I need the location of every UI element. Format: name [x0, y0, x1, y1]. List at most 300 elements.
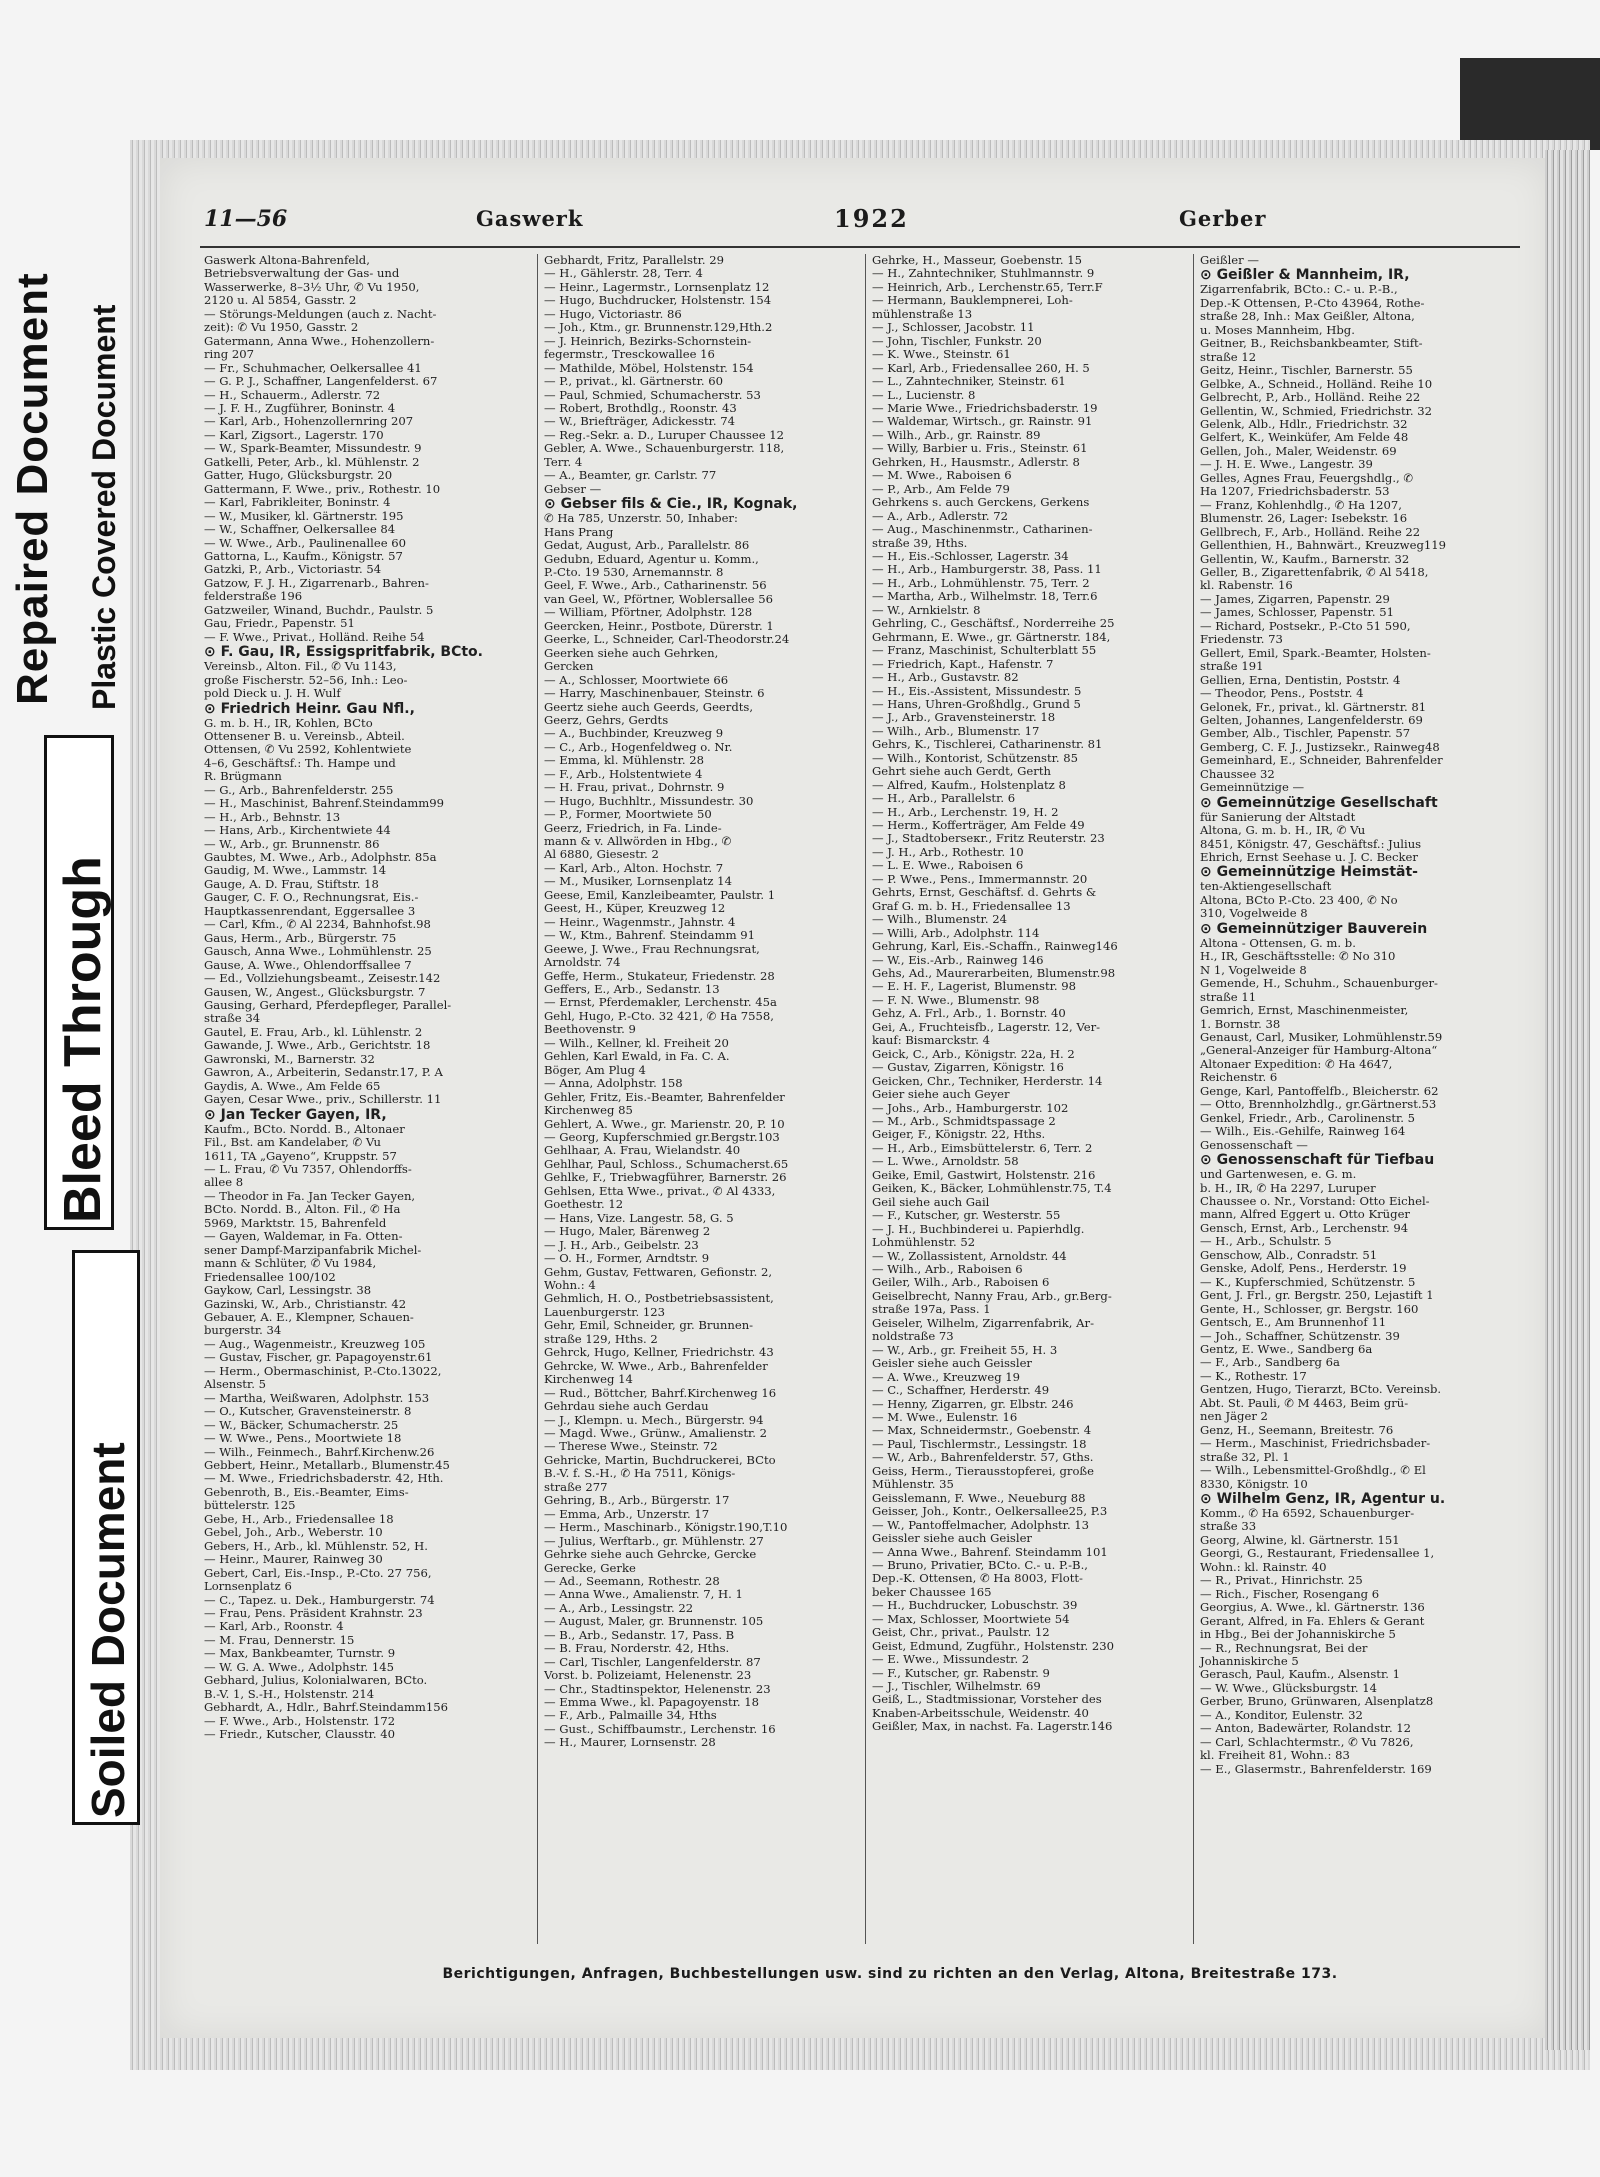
label-repaired-text: Repaired Document: [8, 272, 57, 705]
directory-entry-line: kl. Freiheit 81, Wohn.: 83: [1200, 1748, 1350, 1763]
directory-entry-line: Gau, Friedr., Papenstr. 51: [204, 616, 355, 631]
directory-entry-line: — Anna Wwe., Amalienstr. 7, H. 1: [544, 1587, 743, 1602]
directory-entry-line: — W., Schaffner, Oelkersallee 84: [204, 522, 396, 537]
directory-entry-line: felderstraße 196: [204, 589, 303, 604]
directory-entry-line: — H., Gählerstr. 28, Terr. 4: [544, 266, 703, 281]
directory-entry-line: P.-Cto. 19 530, Arnemannstr. 8: [544, 564, 724, 579]
directory-entry-line: — F., Arb., Palmaille 34, Hths: [544, 1708, 717, 1723]
directory-entry-line: — Richard, Postsekr., P.-Cto 51 590,: [1200, 618, 1411, 633]
directory-entry-line: — Magd. Wwe., Grünw., Amalienstr. 2: [544, 1425, 768, 1440]
directory-entry-line: — Rich., Fischer, Rosengang 6: [1200, 1586, 1380, 1601]
directory-entry-line: ⊙ Geißler & Mannheim, IR,: [1200, 267, 1410, 284]
directory-entry-line: zeit): ✆ Vu 1950, Gasstr. 2: [204, 320, 359, 335]
directory-entry-line: Gebhardt, Fritz, Parallelstr. 29: [544, 253, 724, 267]
directory-entry-line: — E. H. F., Lagerist, Blumenstr. 98: [872, 979, 1077, 994]
directory-entry-line: — W. Wwe., Pens., Moortwiete 18: [204, 1431, 402, 1446]
directory-entry-line: — R., Rechnungsrat, Bei der: [1200, 1640, 1368, 1655]
directory-entry-line: — J. H., Arb., Geibelstr. 23: [544, 1237, 699, 1252]
directory-entry-line: — F., Kutscher, gr. Westerstr. 55: [872, 1208, 1061, 1223]
directory-entry-line: Wohn.: 4: [544, 1277, 596, 1292]
directory-entry-line: — Max, Schlosser, Moortwiete 54: [872, 1611, 1070, 1626]
directory-entry-line: straße 129, Hths. 2: [544, 1331, 658, 1346]
directory-entry-line: Gentsch, E., Am Brunnenhof 11: [1200, 1315, 1387, 1330]
directory-entry-line: Gehrung, Karl, Eis.-Schaffn., Rainweg146: [872, 939, 1118, 954]
directory-entry-line: Geil siehe auch Gail: [872, 1194, 990, 1209]
directory-entry-line: ten-Aktiengesellschaft: [1200, 879, 1332, 894]
directory-entry-line: Georgius, A. Wwe., kl. Gärtnerstr. 136: [1200, 1600, 1425, 1615]
directory-entry-line: Gemeinnützige —: [1200, 780, 1305, 795]
directory-entry-line: — Hugo, Maler, Bärenweg 2: [544, 1224, 711, 1239]
directory-entry-line: — W., Arb., Bahrenfelderstr. 57, Gths.: [872, 1450, 1094, 1465]
directory-entry-line: Gentzen, Hugo, Tierarzt, BCto. Vereinsb.: [1200, 1382, 1442, 1397]
directory-entry-line: — F. Wwe., Privat., Holländ. Reihe 54: [204, 629, 425, 644]
directory-entry-line: sener Dampf-Marzipanfabrik Michel-: [204, 1242, 422, 1257]
directory-entry-line: — Gust., Schiffbaumstr., Lerchenstr. 16: [544, 1721, 776, 1736]
column-2: [537, 254, 856, 1944]
directory-entry-line: Gatermann, Anna Wwe., Hohenzollern-: [204, 333, 435, 348]
directory-entry-line: Gatter, Hugo, Glücksburgstr. 20: [204, 468, 393, 483]
directory-entry-line: — Heinr., Wagenmstr., Jahnstr. 4: [544, 914, 736, 929]
directory-entry-line: — Georg, Kupferschmied gr.Bergstr.103: [544, 1130, 780, 1144]
directory-entry-line: Gehrdau siehe auch Gerdau: [544, 1399, 709, 1414]
directory-entry-line: — Paul, Schmied, Schumacherstr. 53: [544, 387, 761, 402]
directory-entry-line: Gehmlich, H. O., Postbetriebsassistent,: [544, 1291, 774, 1306]
directory-entry-line: — Ed., Vollziehungsbeamt., Zeisestr.142: [204, 971, 441, 986]
directory-entry-line: Wasserwerke, 8–3½ Uhr, ✆ Vu 1950,: [204, 279, 420, 294]
directory-entry-line: — H., Arb., Gustavstr. 82: [872, 670, 1019, 685]
directory-entry-line: Altona - Ottensen, G. m. b.: [1200, 935, 1356, 950]
directory-entry-line: Gatkelli, Peter, Arb., kl. Mühlenstr. 2: [204, 454, 420, 469]
directory-entry-line: Betriebsverwaltung der Gas- und: [204, 266, 400, 281]
directory-entry-line: Gelles, Agnes Frau, Feuergshdlg., ✆: [1200, 470, 1414, 485]
directory-entry-line: Geisslemann, F. Wwe., Neueburg 88: [872, 1490, 1086, 1505]
directory-entry-line: — Hugo, Buchdrucker, Holstenstr. 154: [544, 293, 772, 308]
directory-entry-line: — Carl, Kfm., ✆ Al 2234, Bahnhofst.98: [204, 917, 431, 932]
directory-entry-line: — W. Wwe., Glücksburgstr. 14: [1200, 1680, 1378, 1695]
directory-entry-line: — Hans, Uhren-Großhdlg., Grund 5: [872, 696, 1081, 711]
right-page-edges: [1545, 150, 1590, 2050]
directory-entry-line: — J. Heinrich, Bezirks-Schornstein-: [544, 333, 752, 348]
directory-entry-line: — Friedr., Kutscher, Clausstr. 40: [204, 1727, 396, 1742]
directory-entry-line: Friedensallee 100/102: [204, 1269, 336, 1284]
directory-entry-line: Gehrs, K., Tischlerei, Catharinenstr. 81: [872, 737, 1103, 752]
directory-entry-line: Kirchenweg 85: [544, 1103, 633, 1118]
directory-entry-line: Zigarrenfabrik, BCto.: C.- u. P.-B.,: [1200, 282, 1398, 297]
directory-entry-line: Gellenthien, H., Bahnwärt., Kreuzweg119: [1200, 538, 1446, 553]
directory-entry-line: Gei, A., Fruchteisfb., Lagerstr. 12, Ver-: [872, 1019, 1101, 1034]
directory-entry-line: — Mathilde, Möbel, Holstenstr. 154: [544, 360, 754, 375]
directory-entry-line: Altona, G. m. b. H., IR, ✆ Vu: [1200, 823, 1366, 838]
directory-entry-line: Gebel, Joh., Arb., Weberstr. 10: [204, 1525, 383, 1540]
directory-entry-line: — Wilh., Arb., gr. Rainstr. 89: [872, 427, 1041, 442]
label-plastic-text: Plastic Covered Document: [86, 304, 122, 710]
directory-entry-line: Altonaer Expedition: ✆ Ha 4647,: [1200, 1056, 1393, 1071]
directory-entry-line: Gehz, A. Frl., Arb., 1. Bornstr. 40: [872, 1006, 1066, 1021]
directory-entry-line: Geiß, L., Stadtmissionar, Vorsteher des: [872, 1692, 1102, 1707]
directory-entry-line: — L. Wwe., Arnoldstr. 58: [872, 1154, 1019, 1169]
directory-entry-line: — Harry, Maschinenbauer, Steinstr. 6: [544, 686, 765, 701]
directory-entry-line: G. m. b. H., IR, Kohlen, BCto: [204, 715, 373, 730]
directory-entry-line: — Henny, Zigarren, gr. Elbstr. 246: [872, 1396, 1074, 1411]
directory-entry-line: — Willi, Arb., Adolphstr. 114: [872, 925, 1040, 940]
directory-entry-line: — L., Lucienstr. 8: [872, 387, 976, 402]
directory-entry-line: mann & v. Allwörden in Hbg., ✆: [544, 834, 732, 849]
directory-entry-line: — F. Wwe., Arb., Holstenstr. 172: [204, 1713, 396, 1728]
directory-entry-line: — Heinr., Maurer, Rainweg 30: [204, 1552, 383, 1567]
directory-entry-line: — Herm., Maschinist, Friedrichsbader-: [1200, 1436, 1431, 1451]
header-rule: [200, 246, 1520, 248]
directory-entry-line: — H., Arb., Lerchenstr. 19, H. 2: [872, 804, 1059, 819]
directory-entry-line: — Herm., Maschinarb., Königstr.190,T.10: [544, 1520, 788, 1535]
directory-entry-line: — Alfred, Kaufm., Holstenplatz 8: [872, 777, 1066, 792]
directory-entry-line: Gaykow, Carl, Lessingstr. 38: [204, 1283, 372, 1298]
header-year: 1922: [834, 204, 909, 233]
directory-entry-line: — Friedrich, Kapt., Hafenstr. 7: [872, 656, 1054, 671]
directory-entry-line: 1611, TA „Gayeno“, Kruppstr. 57: [204, 1148, 397, 1163]
directory-entry-line: — H., Zahntechniker, Stuhlmannstr. 9: [872, 266, 1095, 281]
directory-entry-line: — J. H., Buchbinderei u. Papierhdlg.: [872, 1221, 1085, 1236]
scan-corner-block: [1460, 58, 1600, 150]
directory-entry-line: Goethestr. 12: [544, 1197, 624, 1212]
directory-entry-line: Gaswerk Altona-Bahrenfeld,: [204, 253, 370, 267]
directory-entry-line: Geier siehe auch Geyer: [872, 1087, 1010, 1102]
directory-entry-line: — Max, Bankbeamter, Turnstr. 9: [204, 1646, 396, 1661]
directory-entry-line: — A., Arb., Adlerstr. 72: [872, 508, 1009, 523]
directory-entry-line: Gebler, A. Wwe., Schauenburgerstr. 118,: [544, 441, 785, 456]
directory-entry-line: Arnoldstr. 74: [544, 955, 621, 970]
directory-entry-line: Gebert, Carl, Eis.-Insp., P.-Cto. 27 756,: [204, 1565, 432, 1580]
directory-entry-line: Ottensen, ✆ Vu 2592, Kohlentwiete: [204, 742, 412, 757]
directory-entry-line: — L., Zahntechniker, Steinstr. 61: [872, 374, 1066, 389]
directory-entry-line: — Martha, Arb., Wilhelmstr. 18, Terr.6: [872, 589, 1098, 604]
directory-entry-line: — P., Former, Moortwiete 50: [544, 807, 712, 822]
directory-entry-line: — Franz, Maschinist, Schulterblatt 55: [872, 643, 1097, 658]
directory-entry-line: Gaubtes, M. Wwe., Arb., Adolphstr. 85a: [204, 850, 437, 865]
directory-entry-line: 5969, Marktstr. 15, Bahrenfeld: [204, 1215, 387, 1230]
directory-entry-line: BCto. Nordd. B., Alton. Fil., ✆ Ha: [204, 1202, 401, 1217]
directory-entry-line: — J., Klempn. u. Mech., Bürgerstr. 94: [544, 1412, 764, 1427]
directory-entry-line: Gehrke siehe auch Gehrcke, Gercke: [544, 1547, 757, 1562]
directory-entry-line: große Fischerstr. 52–56, Inh.: Leo-: [204, 672, 408, 687]
directory-entry-line: straße 191: [1200, 659, 1264, 674]
page-footer: Berichtigungen, Anfragen, Buchbestellungen usw. sind zu richten an den Verlag, Altona, Breitestraße 173.: [442, 1966, 1338, 1982]
directory-entry-line: noldstraße 73: [872, 1329, 954, 1344]
directory-entry-line: ⊙ Gemeinnützige Gesellschaft: [1200, 794, 1438, 811]
directory-entry-line: — August, Maler, gr. Brunnenstr. 105: [544, 1614, 764, 1629]
directory-entry-line: — Gustav, Fischer, gr. Papagoyenstr.61: [204, 1350, 433, 1365]
directory-entry-line: Geffers, E., Arb., Sedanstr. 13: [544, 982, 720, 997]
directory-entry-line: — E., Glasermstr., Bahrenfelderstr. 169: [1200, 1761, 1432, 1776]
directory-entry-line: Gausen, W., Angest., Glücksburgstr. 7: [204, 984, 426, 999]
directory-entry-line: Gellien, Erna, Dentistin, Poststr. 4: [1200, 672, 1401, 687]
directory-entry-line: Gebhard, Julius, Kolonialwaren, BCto.: [204, 1673, 428, 1688]
directory-entry-line: — W., Eis.-Arb., Rainweg 146: [872, 952, 1044, 967]
directory-entry-line: Gellbrech, F., Arb., Holländ. Reihe 22: [1200, 524, 1421, 539]
directory-entry-line: — Bruno, Privatier, BCto. C.- u. P.-B.,: [872, 1557, 1088, 1572]
directory-entry-line: Geißler —: [1200, 253, 1259, 267]
directory-entry-line: Gelfert, K., Weinküfer, Am Felde 48: [1200, 430, 1409, 445]
directory-entry-line: Gattermann, F. Wwe., priv., Rothestr. 10: [204, 481, 441, 496]
directory-entry-line: — Therese Wwe., Steinstr. 72: [544, 1439, 718, 1454]
directory-entry-line: Gause, A. Wwe., Ohlendorffsallee 7: [204, 957, 412, 972]
directory-entry-line: — J. H., Arb., Rothestr. 10: [872, 844, 1024, 859]
directory-entry-line: — W., Zollassistent, Arnoldstr. 44: [872, 1248, 1067, 1263]
directory-entry-line: Gehrling, C., Geschäftsf., Norderreihe 25: [872, 616, 1115, 631]
directory-entry-line: Gebbert, Heinr., Metallarb., Blumenstr.45: [204, 1457, 450, 1472]
directory-entry-line: für Sanierung der Altstadt: [1200, 809, 1356, 824]
directory-entry-line: Geertz siehe auch Geerds, Geerdts,: [544, 699, 754, 714]
column-4: [1193, 254, 1518, 1944]
directory-entry-line: Geerz, Friedrich, in Fa. Linde-: [544, 820, 722, 835]
directory-entry-line: Gehrts, Ernst, Geschäftsf. d. Gehrts &: [872, 885, 1097, 900]
directory-entry-line: — Heinrich, Arb., Lerchenstr.65, Terr.F: [872, 279, 1103, 294]
directory-entry-line: Genaust, Carl, Musiker, Lohmühlenstr.59: [1200, 1030, 1443, 1045]
directory-entry-line: Gattorna, L., Kaufm., Königstr. 57: [204, 548, 403, 563]
directory-entry-line: ⊙ Gemeinnütziger Bauverein: [1200, 920, 1428, 937]
directory-entry-line: Gemeinhard, E., Schneider, Bahrenfelder: [1200, 753, 1443, 768]
directory-entry-line: 4–6, Geschäftsf.: Th. Hampe und: [204, 755, 396, 770]
directory-entry-line: — Wilh., Lebensmittel-Großhdlg., ✆ El: [1200, 1463, 1426, 1478]
directory-entry-line: Geiken, K., Bäcker, Lohmühlenstr.75, T.4: [872, 1181, 1112, 1196]
directory-entry-line: — Joh., Ktm., gr. Brunnenstr.129,Hth.2: [544, 320, 773, 335]
directory-entry-line: Gelonek, Fr., privat., kl. Gärtnerstr. 81: [1200, 699, 1427, 714]
directory-entry-line: — H., Schauerm., Adlerstr. 72: [204, 387, 381, 402]
directory-entry-line: Gellen, Joh., Maler, Weidenstr. 69: [1200, 443, 1397, 458]
directory-entry-line: Geiger, F., Königstr. 22, Hths.: [872, 1127, 1046, 1142]
directory-entry-line: Friedenstr. 73: [1200, 632, 1283, 647]
directory-entry-line: — Max, Schneidermstr., Goebenstr. 4: [872, 1423, 1092, 1438]
directory-entry-line: — Anna Wwe., Bahrenf. Steindamm 101: [872, 1544, 1108, 1559]
directory-entry-line: Gehl, Hugo, P.-Cto. 32 421, ✆ Ha 7558,: [544, 1008, 774, 1023]
directory-entry-line: Al 6880, Giesestr. 2: [544, 847, 659, 862]
directory-entry-line: — F., Arb., Sandberg 6a: [1200, 1355, 1340, 1370]
directory-entry-line: — Franz, Kohlenhdlg., ✆ Ha 1207,: [1200, 497, 1402, 512]
directory-entry-line: — W., Arb., gr. Freiheit 55, H. 3: [872, 1342, 1058, 1357]
directory-entry-line: — K. Wwe., Steinstr. 61: [872, 347, 1011, 362]
directory-entry-line: ⊙ Gemeinnützige Heimstät-: [1200, 864, 1418, 881]
directory-entry-line: Gercken: [544, 659, 594, 674]
directory-entry-line: — William, Pförtner, Adolphstr. 128: [544, 605, 753, 620]
directory-entry-line: — G. P. J., Schaffner, Langenfelderst. 67: [204, 374, 438, 389]
label-plastic-covered: [80, 178, 132, 718]
directory-entry-line: Geike, Emil, Gastwirt, Holstenstr. 216: [872, 1167, 1096, 1182]
directory-entry-line: 8330, Königstr. 10: [1200, 1476, 1308, 1491]
directory-entry-line: Gehricke, Martin, Buchdruckerei, BCto: [544, 1452, 776, 1467]
directory-entry-line: — O. H., Former, Arndtstr. 9: [544, 1251, 710, 1266]
directory-entry-line: Gehrt siehe auch Gerdt, Gerth: [872, 764, 1051, 779]
directory-entry-line: — M., Arb., Schmidtspassage 2: [872, 1114, 1056, 1128]
directory-entry-line: — Anna, Adolphstr. 158: [544, 1076, 683, 1091]
label-soiled-text: Soiled Document: [82, 1442, 134, 1818]
directory-entry-line: B.-V. f. S.-H., ✆ Ha 7511, Königs-: [544, 1466, 736, 1481]
directory-entry-line: — H., Maschinist, Bahrenf.Steindamm99: [204, 796, 445, 811]
directory-entry-line: — Gustav, Zigarren, Königstr. 16: [872, 1060, 1064, 1075]
directory-entry-line: — James, Zigarren, Papenstr. 29: [1200, 591, 1390, 606]
directory-entry-line: beker Chaussee 165: [872, 1584, 992, 1599]
directory-entry-line: ⊙ Friedrich Heinr. Gau Nfl.,: [204, 700, 415, 717]
directory-entry-line: — Karl, Zigsort., Lagerstr. 170: [204, 427, 384, 442]
directory-entry-line: Gehs, Ad., Maurerarbeiten, Blumenstr.98: [872, 966, 1116, 981]
directory-entry-line: Georg, Alwine, kl. Gärtnerstr. 151: [1200, 1532, 1400, 1547]
directory-entry-line: Genschow, Alb., Conradstr. 51: [1200, 1247, 1378, 1262]
directory-entry-line: Geiseler, Wilhelm, Zigarrenfabrik, Ar-: [872, 1315, 1094, 1330]
directory-entry-line: Gent, J. Frl., gr. Bergstr. 250, Lejastift 1: [1200, 1288, 1434, 1303]
directory-entry-line: — H., Arb., Schulstr. 5: [1200, 1234, 1332, 1249]
directory-entry-line: — Carl, Schlachtermstr., ✆ Vu 7826,: [1200, 1734, 1414, 1749]
directory-entry-line: — H. Frau, privat., Dohrnstr. 9: [544, 780, 725, 795]
directory-entry-line: Geissler siehe auch Geisler: [872, 1531, 1032, 1546]
directory-entry-line: Lornsenplatz 6: [204, 1579, 292, 1594]
directory-entry-line: — A., Konditor, Eulenstr. 32: [1200, 1707, 1363, 1722]
label-soiled-document: [72, 1250, 140, 1825]
directory-entry-line: straße 11: [1200, 989, 1257, 1004]
directory-entry-line: — F., Arb., Holstentwiete 4: [544, 766, 703, 781]
directory-entry-line: — Paul, Tischlermstr., Lessingstr. 18: [872, 1436, 1087, 1451]
directory-entry-line: ✆ Ha 785, Unzerstr. 50, Inhaber:: [544, 511, 738, 526]
directory-entry-line: Gehrke, H., Masseur, Goebenstr. 15: [872, 253, 1083, 267]
directory-entry-line: Gellentin, W., Kaufm., Barnerstr. 32: [1200, 551, 1410, 566]
directory-entry-line: 310, Vogelweide 8: [1200, 906, 1308, 921]
directory-entry-line: straße 197a, Pass. 1: [872, 1302, 991, 1317]
directory-entry-line: — P., privat., kl. Gärtnerstr. 60: [544, 374, 723, 389]
directory-entry-line: Geerken siehe auch Gehrken,: [544, 645, 719, 660]
directory-entry-line: Gebenroth, B., Eis.-Beamter, Eims-: [204, 1484, 409, 1499]
directory-entry-line: — Störungs-Meldungen (auch z. Nacht-: [204, 306, 437, 321]
directory-entry-line: Geitz, Heinr., Tischler, Barnerstr. 55: [1200, 363, 1413, 378]
directory-entry-line: Genkel, Friedr., Arb., Carolinenstr. 5: [1200, 1110, 1415, 1125]
directory-entry-line: — E. Wwe., Missundestr. 2: [872, 1652, 1030, 1667]
directory-entry-line: Gehlke, F., Triebwagführer, Barnerstr. 26: [544, 1170, 787, 1185]
directory-entry-line: — W. G. A. Wwe., Adolphstr. 145: [204, 1659, 395, 1674]
directory-entry-line: — Karl, Fabrikleiter, Boninstr. 4: [204, 495, 391, 510]
directory-entry-line: — Karl, Arb., Hohenzollernring 207: [204, 414, 414, 429]
directory-entry-line: Gatzki, P., Arb., Victoriastr. 54: [204, 562, 382, 577]
directory-entry-line: — A., Arb., Lessingstr. 22: [544, 1600, 694, 1615]
directory-entry-line: Gelten, Johannes, Langenfelderstr. 69: [1200, 712, 1423, 727]
directory-entry-line: — Herm., Kofferträger, Am Felde 49: [872, 818, 1085, 833]
directory-entry-line: Alsenstr. 5: [204, 1377, 266, 1392]
directory-entry-line: — H., Arb., Behnstr. 13: [204, 809, 341, 824]
directory-entry-line: Abt. St. Pauli, ✆ M 4463, Beim grü-: [1200, 1395, 1409, 1410]
directory-entry-line: — H., Arb., Parallelstr. 6: [872, 791, 1016, 806]
directory-entry-line: Gehlen, Karl Ewald, in Fa. C. A.: [544, 1049, 730, 1064]
directory-entry-line: — Robert, Brothdlg., Roonstr. 43: [544, 400, 737, 415]
directory-entry-line: straße 28, Inh.: Max Geißler, Altona,: [1200, 309, 1415, 324]
directory-entry-line: — F. N. Wwe., Blumenstr. 98: [872, 992, 1040, 1007]
directory-entry-line: — Wilh., Kellner, kl. Freiheit 20: [544, 1035, 729, 1050]
directory-entry-line: — W., Arnkielstr. 8: [872, 602, 981, 617]
directory-entry-line: mann & Schlüter, ✆ Vu 1984,: [204, 1256, 377, 1271]
directory-entry-line: Gehr, Emil, Schneider, gr. Brunnen-: [544, 1318, 754, 1333]
directory-entry-line: Gaudig, M. Wwe., Lammstr. 14: [204, 863, 387, 878]
directory-entry-line: Gedubn, Eduard, Agentur u. Komm.,: [544, 551, 759, 566]
directory-entry-line: Gedat, August, Arb., Parallelstr. 86: [544, 538, 750, 553]
directory-entry-line: — Herm., Obermaschinist, P.-Cto.13022,: [204, 1363, 442, 1378]
directory-entry-line: Genossenschaft —: [1200, 1137, 1308, 1152]
directory-entry-line: Gauger, C. F. O., Rechnungsrat, Eis.-: [204, 890, 419, 905]
directory-entry-line: Wohn.: kl. Rainstr. 40: [1200, 1559, 1327, 1574]
directory-entry-line: Gehrmann, E. Wwe., gr. Gärtnerstr. 184,: [872, 629, 1111, 644]
directory-entry-line: Gebser —: [544, 481, 602, 496]
directory-entry-line: Gawron, A., Arbeiterin, Sedanstr.17, P. A: [204, 1065, 443, 1080]
directory-entry-line: — J., Tischler, Wilhelmstr. 69: [872, 1679, 1041, 1694]
directory-entry-line: Geerz, Gehrs, Gerdts: [544, 712, 669, 727]
directory-entry-line: — P. Wwe., Pens., Immermannstr. 20: [872, 871, 1088, 886]
directory-entry-line: — W., Pantoffelmacher, Adolphstr. 13: [872, 1517, 1090, 1532]
directory-entry-line: — Wilh., Kontorist, Schützenstr. 85: [872, 750, 1079, 765]
directory-entry-line: — G., Arb., Bahrenfelderstr. 255: [204, 782, 394, 797]
directory-entry-line: — James, Schlosser, Papenstr. 51: [1200, 605, 1394, 620]
directory-entry-line: B.-V. 1, S.-H., Holstenstr. 214: [204, 1686, 375, 1701]
directory-entry-line: Gebe, H., Arb., Friedensallee 18: [204, 1511, 394, 1526]
directory-entry-line: — W., Musiker, kl. Gärtnerstr. 195: [204, 508, 404, 523]
directory-entry-line: Geißler, Max, in nachst. Fa. Lagerstr.146: [872, 1719, 1113, 1734]
directory-entry-line: 1. Bornstr. 38: [1200, 1016, 1281, 1031]
directory-entry-line: Gayen, Cesar Wwe., priv., Schillerstr. 11: [204, 1092, 442, 1107]
directory-entry-line: Gatzweiler, Winand, Buchdr., Paulstr. 5: [204, 602, 434, 617]
directory-entry-line: Gehm, Gustav, Fettwaren, Gefionstr. 2,: [544, 1264, 773, 1279]
directory-entry-line: — Reg.-Sekr. a. D., Luruper Chaussee 12: [544, 427, 785, 442]
directory-entry-line: straße 33: [1200, 1519, 1257, 1534]
directory-entry-line: — Wilh., Feinmech., Bahrf.Kirchenw.26: [204, 1444, 435, 1459]
directory-entry-line: Gehring, B., Arb., Bürgerstr. 17: [544, 1493, 730, 1508]
directory-entry-line: Reichenstr. 6: [1200, 1070, 1278, 1085]
directory-entry-line: Gehlhar, Paul, Schloss., Schumacherst.65: [544, 1156, 789, 1171]
directory-entry-line: ⊙ F. Gau, IR, Essigspritfabrik, BCto.: [204, 644, 483, 661]
directory-entry-line: Geel, F. Wwe., Arb., Catharinenstr. 56: [544, 578, 767, 593]
directory-entry-line: — J. F. H., Zugführer, Boninstr. 4: [204, 400, 396, 415]
directory-entry-line: burgerstr. 34: [204, 1323, 282, 1338]
directory-entry-line: Geiss, Herm., Tierausstopferei, große: [872, 1463, 1095, 1478]
directory-entry-line: Genge, Karl, Pantoffelfb., Bleicherstr. 62: [1200, 1083, 1439, 1098]
directory-entry-line: Geist, Edmund, Zugführ., Holstenstr. 230: [872, 1638, 1115, 1653]
directory-entry-line: — M. Wwe., Friedrichsbaderstr. 42, Hth.: [204, 1471, 444, 1486]
directory-entry-line: — Ernst, Pferdemakler, Lerchenstr. 45a: [544, 995, 777, 1010]
directory-entry-line: Gerecke, Gerke: [544, 1560, 636, 1575]
directory-entry-line: Gautel, E. Frau, Arb., kl. Lühlenstr. 2: [204, 1024, 423, 1039]
header-right-keyword: Gerber: [1179, 206, 1267, 231]
directory-entry-line: ⊙ Genossenschaft für Tiefbau: [1200, 1152, 1435, 1169]
directory-entry-line: — H., Arb., Eimsbüttelerstr. 6, Terr. 2: [872, 1140, 1093, 1155]
label-bleed-through: [44, 735, 114, 1230]
label-repaired-document: [0, 180, 57, 710]
directory-entry-line: Gellentin, W., Schmied, Friedrichstr. 32: [1200, 403, 1433, 418]
directory-entry-line: — Waldemar, Wirtsch., gr. Rainstr. 91: [872, 414, 1093, 429]
directory-entry-line: straße 39, Hths.: [872, 535, 968, 550]
directory-entry-line: — Emma, Arb., Unzerstr. 17: [544, 1506, 710, 1521]
directory-entry-line: — Wilh., Blumenstr. 24: [872, 912, 1007, 927]
directory-entry-line: Geitner, B., Reichsbankbeamter, Stift-: [1200, 336, 1423, 351]
directory-entry-line: — A. Wwe., Kreuzweg 19: [872, 1369, 1021, 1384]
directory-entry-line: — Joh., Schaffner, Schützenstr. 39: [1200, 1328, 1400, 1343]
directory-entry-line: Geiler, Wilh., Arb., Raboisen 6: [872, 1275, 1050, 1290]
directory-entry-line: — Hugo, Buchhltr., Missundestr. 30: [544, 793, 754, 808]
directory-entry-line: — J., Arb., Gravensteinerstr. 18: [872, 710, 1056, 725]
directory-entry-line: — F., Kutscher, gr. Rabenstr. 9: [872, 1665, 1050, 1680]
directory-entry-line: — O., Kutscher, Gravensteinerstr. 8: [204, 1404, 412, 1419]
directory-entry-line: — H., Eis.-Schlosser, Lagerstr. 34: [872, 548, 1069, 563]
directory-entry-line: Geffe, Herm., Stukateur, Friedenstr. 28: [544, 968, 775, 983]
directory-entry-line: straße 32, Pl. 1: [1200, 1449, 1290, 1464]
directory-entry-line: Gemrich, Ernst, Maschinenmeister,: [1200, 1003, 1409, 1018]
directory-entry-line: ⊙ Wilhelm Genz, IR, Agentur u.: [1200, 1490, 1446, 1507]
directory-entry-line: Gente, H., Schlosser, gr. Bergstr. 160: [1200, 1301, 1419, 1316]
directory-entry-line: — L. Frau, ✆ Vu 7357, Ohlendorffs-: [204, 1162, 412, 1176]
directory-entry-line: — C., Schaffner, Herderstr. 49: [872, 1383, 1050, 1398]
directory-entry-line: Dep.-K. Ottensen, ✆ Ha 8003, Flott-: [872, 1571, 1083, 1586]
directory-entry-line: Gehrck, Hugo, Kellner, Friedrichstr. 43: [544, 1345, 774, 1360]
directory-entry-line: Gawronski, M., Barnerstr. 32: [204, 1051, 375, 1066]
